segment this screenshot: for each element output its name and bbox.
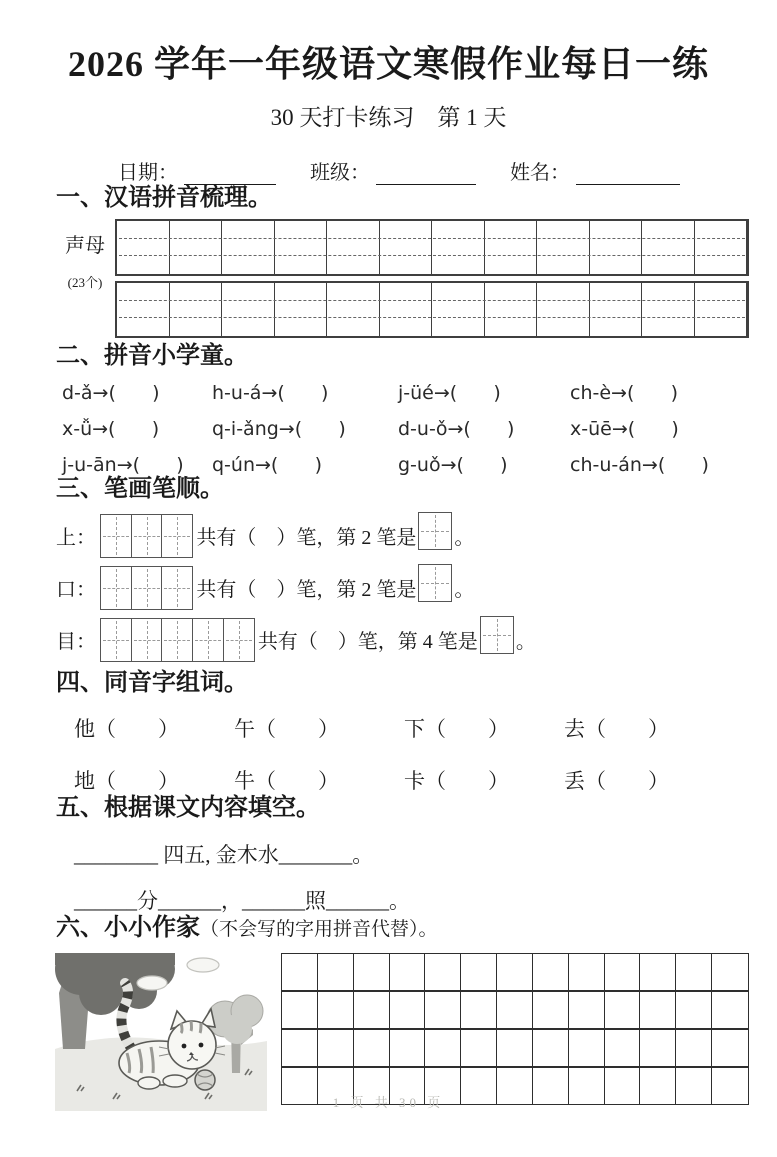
- homophone-item: 牛（ ）: [234, 769, 339, 794]
- writing-cell: [676, 954, 712, 992]
- writing-cell: [569, 1030, 605, 1068]
- initials-count: (23个): [67, 274, 103, 290]
- composition-writing-grid: [281, 953, 749, 1105]
- stroke-question-tail: 。: [454, 579, 475, 602]
- stroke-order-rows: [56, 514, 777, 662]
- writing-cell: [318, 992, 354, 1030]
- stroke-question: 共有（ ）笔，第 4 笔是: [257, 631, 478, 654]
- stroke-writing-grid: [100, 618, 255, 662]
- tianzige-cell: [131, 618, 163, 662]
- pinyin-cell: [222, 221, 275, 274]
- date-label: 日期：: [118, 162, 178, 184]
- writing-cell: [390, 1030, 426, 1068]
- pinyin-exercise-item: j-üé→( ): [398, 382, 501, 405]
- writing-cell: [282, 1030, 318, 1068]
- pinyin-cell: [537, 221, 590, 274]
- writing-cell: [712, 992, 748, 1030]
- answer-box: [418, 512, 452, 550]
- pinyin-cell: [170, 283, 223, 336]
- homophone-item: 午（ ）: [234, 717, 339, 742]
- pinyin-cell: [222, 283, 275, 336]
- writing-cell: [282, 954, 318, 992]
- writing-cell: [676, 992, 712, 1030]
- pinyin-cell: [380, 221, 433, 274]
- writing-cell: [282, 992, 318, 1030]
- pinyin-exercise-item: q-ún→( ): [212, 454, 322, 477]
- pinyin-cell: [590, 283, 643, 336]
- pinyin-cell: [275, 221, 328, 274]
- tianzige-cell: [100, 514, 132, 558]
- writing-cell: [712, 1030, 748, 1068]
- pinyin-band: [115, 281, 749, 338]
- writing-cell: [318, 1030, 354, 1068]
- fill-blank-line-2: ______分______，______照______。: [74, 888, 410, 913]
- dashed-guide-line: [119, 317, 745, 318]
- stroke-question-tail: 。: [454, 527, 475, 550]
- homophone-item: 去（ ）: [564, 717, 669, 742]
- writing-cell: [425, 1030, 461, 1068]
- section1-heading: 一、汉语拼音梳理。: [56, 185, 272, 211]
- writing-cell: [533, 954, 569, 992]
- stroke-row: [56, 566, 777, 610]
- writing-cell: [605, 1030, 641, 1068]
- writing-cell: [390, 954, 426, 992]
- homophone-item: 他（ ）: [74, 717, 179, 742]
- writing-cell: [640, 1030, 676, 1068]
- writing-cell: [425, 954, 461, 992]
- pinyin-exercise-item: x-ǚ→( ): [62, 418, 160, 441]
- pinyin-exercise-item: q-i-ǎng→( ): [212, 418, 346, 441]
- writing-cell: [390, 992, 426, 1030]
- tianzige-cell: [100, 618, 132, 662]
- pinyin-cell: [485, 221, 538, 274]
- pinyin-cell: [695, 283, 748, 336]
- name-label: 姓名：: [510, 162, 570, 184]
- writing-cell: [354, 1030, 390, 1068]
- answer-box: [480, 616, 514, 654]
- pinyin-cell: [432, 283, 485, 336]
- pinyin-exercise-item: g-uǒ→( ): [398, 454, 508, 477]
- writing-cell: [605, 954, 641, 992]
- section6-note: （不会写的字用拼音代替）。: [200, 918, 438, 940]
- pinyin-cell: [380, 283, 433, 336]
- tianzige-cell: [100, 566, 132, 610]
- writing-cell: [569, 992, 605, 1030]
- initials-label: 声母: [65, 234, 105, 257]
- pinyin-cell: [275, 283, 328, 336]
- stroke-writing-grid: [100, 566, 193, 610]
- section4-heading: 四、同音字组词。: [56, 669, 248, 696]
- stroke-row: [56, 618, 777, 662]
- pinyin-exercise-item: d-ǎ→( ): [62, 382, 160, 405]
- homophone-word-exercise: [74, 713, 777, 795]
- tianzige-cell: [161, 618, 193, 662]
- tianzige-cell: [131, 514, 163, 558]
- initials-grid-block: [55, 219, 749, 343]
- pinyin-cell: [537, 283, 590, 336]
- homophone-item: 地（ ）: [74, 769, 179, 794]
- stroke-question: 共有（ ）笔，第 2 笔是: [196, 579, 417, 602]
- writing-cell: [461, 992, 497, 1030]
- pinyin-exercise-item: h-u-á→( ): [212, 382, 329, 405]
- stroke-row: [56, 514, 777, 558]
- stroke-question-tail: 。: [515, 631, 536, 654]
- pinyin-exercise-item: ch-u-án→( ): [570, 454, 709, 477]
- writing-cell: [354, 992, 390, 1030]
- pinyin-exercise-item: d-u-ǒ→( ): [398, 418, 515, 441]
- pinyin-cell: [590, 221, 643, 274]
- pinyin-exercise-item: x-ūē→( ): [570, 418, 679, 441]
- pinyin-cell: [485, 283, 538, 336]
- section2-heading: 二、拼音小学童。: [56, 342, 248, 369]
- cat-illustration: [55, 953, 267, 1111]
- initials-side-label: [55, 219, 115, 343]
- pinyin-cell: [117, 283, 170, 336]
- pinyin-exercise-item: j-u-ān→( ): [62, 454, 184, 477]
- writing-cell: [461, 1030, 497, 1068]
- page-subtitle: 30 天打卡练习 第 1 天: [270, 105, 507, 130]
- tianzige-cell: [131, 566, 163, 610]
- dashed-guide-line: [119, 300, 745, 301]
- dashed-guide-line: [119, 238, 745, 239]
- section5-heading: 五、根据课文内容填空。: [56, 795, 320, 822]
- writing-cell: [676, 1030, 712, 1068]
- section3-heading: 三、笔画笔顺。: [56, 476, 224, 503]
- fill-blank-line-1: ________ 四五, 金木水_______。: [74, 842, 374, 867]
- answer-box: [418, 564, 452, 602]
- tree-left-icon: [55, 953, 175, 1049]
- pinyin-exercise-item: ch-è→( ): [570, 382, 679, 405]
- page-number: 1 页 共 30 页: [332, 1095, 445, 1110]
- pinyin-band: [115, 219, 749, 276]
- class-blank: [376, 162, 476, 185]
- pinyin-cell: [170, 221, 223, 274]
- pinyin-cell: [327, 283, 380, 336]
- tianzige-cell: [161, 566, 193, 610]
- date-blank: [184, 162, 276, 185]
- page-title: 2026 学年一年级语文寒假作业每日一练: [67, 44, 709, 84]
- writing-cell: [497, 1030, 533, 1068]
- name-blank: [576, 162, 680, 185]
- stroke-char-label: 目：: [56, 631, 96, 654]
- section6-heading: [56, 915, 777, 943]
- writing-cell: [497, 992, 533, 1030]
- homophone-item: 卡（ ）: [404, 769, 509, 794]
- writing-cell: [712, 954, 748, 992]
- writing-cell: [569, 954, 605, 992]
- writing-cell: [640, 954, 676, 992]
- writing-cell: [497, 954, 533, 992]
- pinyin-cell: [642, 221, 695, 274]
- writing-cell: [354, 954, 390, 992]
- pinyin-cell: [327, 221, 380, 274]
- writing-cell: [605, 992, 641, 1030]
- section6-title: 六、小小作家: [56, 914, 200, 941]
- tianzige-cell: [161, 514, 193, 558]
- pinyin-cell: [432, 221, 485, 274]
- writing-cell: [461, 954, 497, 992]
- header-fields: [118, 156, 777, 185]
- stroke-question: 共有（ ）笔，第 2 笔是: [196, 527, 417, 550]
- dashed-guide-line: [119, 255, 745, 256]
- class-label: 班级：: [310, 162, 370, 184]
- stroke-char-label: 口：: [56, 579, 96, 602]
- homophone-item: 丢（ ）: [564, 769, 669, 794]
- writing-cell: [533, 1030, 569, 1068]
- pinyin-four-line-grids: [115, 219, 749, 343]
- tianzige-cell: [223, 618, 255, 662]
- homophone-item: 下（ ）: [404, 717, 509, 742]
- pinyin-cell: [117, 221, 170, 274]
- stroke-char-label: 上：: [56, 527, 96, 550]
- pinyin-cell: [642, 283, 695, 336]
- writing-cell: [533, 992, 569, 1030]
- writing-cell: [318, 954, 354, 992]
- writing-cell: [425, 992, 461, 1030]
- stroke-writing-grid: [100, 514, 193, 558]
- writing-prompt-block: [55, 953, 777, 1111]
- pinyin-blending-exercise: [62, 382, 777, 476]
- pinyin-cell: [695, 221, 748, 274]
- writing-cell: [640, 992, 676, 1030]
- tianzige-cell: [192, 618, 224, 662]
